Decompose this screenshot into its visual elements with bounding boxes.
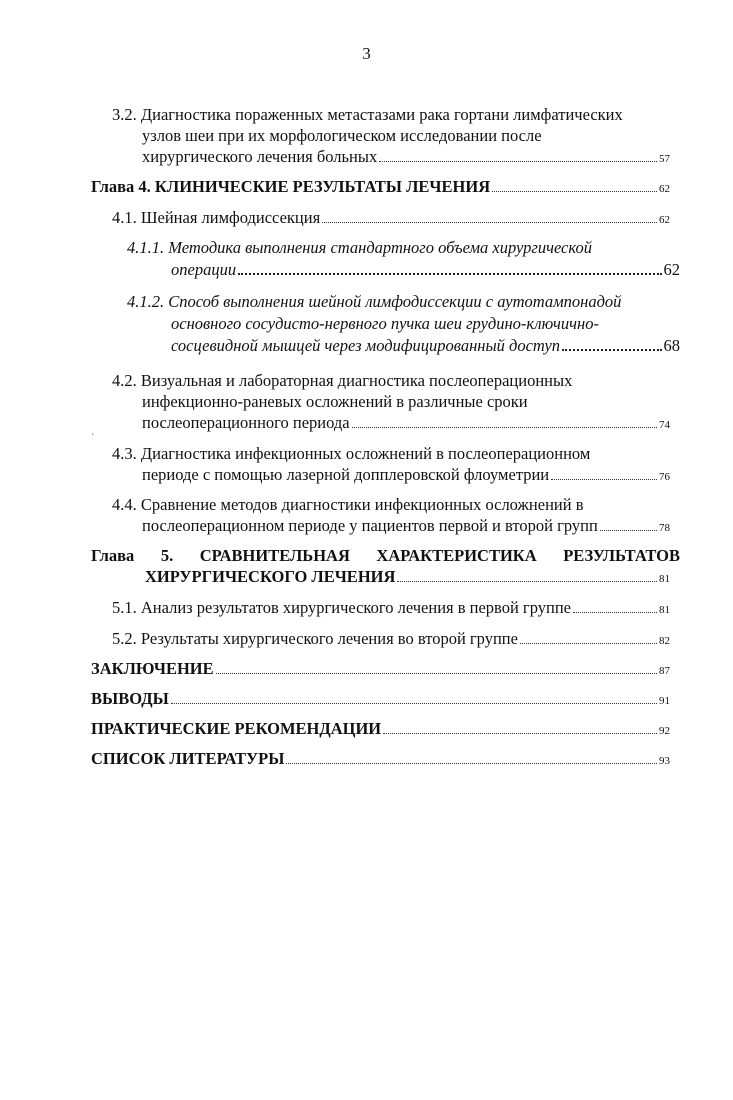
toc-chapter-5-word: СРАВНИТЕЛЬНАЯ bbox=[199, 546, 350, 565]
toc-chapter-5-word: 5. bbox=[160, 546, 174, 565]
dot-leader bbox=[551, 479, 657, 480]
toc-entry-4-2 bbox=[112, 370, 670, 436]
toc-entry-4-1-2-line3: сосцевидной мышцей через модифицированный доступ bbox=[171, 336, 561, 355]
dot-leader bbox=[600, 530, 657, 531]
toc-entry-4-4-line2: послеоперационном периоде у пациентов первой и второй групп bbox=[142, 516, 598, 535]
dot-leader bbox=[562, 349, 661, 351]
dot-leader bbox=[492, 191, 657, 192]
dot-leader bbox=[171, 703, 657, 704]
toc-entry-4-1-1 bbox=[127, 237, 680, 281]
toc-entry-4-1-2 bbox=[127, 291, 680, 357]
dot-leader bbox=[379, 161, 657, 162]
toc-chapter-5-page: 81 bbox=[659, 573, 670, 585]
toc-chapter-4-title: Глава 4. КЛИНИЧЕСКИЕ РЕЗУЛЬТАТЫ ЛЕЧЕНИЯ bbox=[91, 177, 491, 196]
dot-leader bbox=[216, 673, 657, 674]
toc-entry-5-2-page: 82 bbox=[659, 635, 670, 647]
toc-entry-4-4 bbox=[112, 494, 670, 539]
toc-entry-5-1-page: 81 bbox=[659, 604, 670, 616]
toc-entry-4-2-line3: послеоперационного периода bbox=[142, 413, 350, 432]
toc-entry-3-2-line3: хирургического лечения больных bbox=[142, 147, 378, 166]
toc-entry-4-1-1-line1: 4.1.1. Методика выполнения стандартного объема хирургической bbox=[127, 238, 592, 257]
toc-entry-4-3-page: 76 bbox=[659, 471, 670, 483]
toc-references-title: СПИСОК ЛИТЕРАТУРЫ bbox=[91, 749, 285, 768]
toc-chapter-4 bbox=[91, 176, 670, 200]
toc-chapter-5-line1 bbox=[91, 545, 680, 566]
toc-entry-5-1 bbox=[112, 597, 670, 621]
toc-entry-4-1-1-page: 62 bbox=[663, 260, 680, 279]
toc-conclusion-page: 87 bbox=[659, 665, 670, 677]
toc-entry-3-2 bbox=[112, 104, 670, 170]
toc-entry-5-2 bbox=[112, 628, 670, 652]
toc-chapter-4-page: 62 bbox=[659, 183, 670, 195]
toc-recommendations-title: ПРАКТИЧЕСКИЕ РЕКОМЕНДАЦИИ bbox=[91, 719, 382, 738]
toc-entry-4-1-2-page: 68 bbox=[663, 336, 680, 355]
toc-chapter-5-line2: ХИРУРГИЧЕСКОГО ЛЕЧЕНИЯ bbox=[145, 567, 396, 586]
toc-entry-4-3-line1: 4.3. Диагностика инфекционных осложнений в послеоперационном bbox=[112, 444, 591, 463]
toc-entry-4-4-page: 78 bbox=[659, 522, 670, 534]
toc-entry-4-1-2-line2: основного сосудисто-нервного пучка шеи грудино-ключично- bbox=[171, 314, 599, 333]
toc-chapter-5 bbox=[91, 545, 680, 590]
toc-entry-4-2-line1: 4.2. Визуальная и лабораторная диагностика послеоперационных bbox=[112, 371, 573, 390]
toc-entry-4-1-1-line2: операции bbox=[171, 260, 237, 279]
toc-entry-4-4-line1: 4.4. Сравнение методов диагностики инфекционных осложнений в bbox=[112, 495, 584, 514]
toc-findings-page: 91 bbox=[659, 695, 670, 707]
toc-findings-title: ВЫВОДЫ bbox=[91, 689, 169, 708]
toc-references-page: 93 bbox=[659, 755, 670, 767]
dot-leader bbox=[352, 427, 657, 428]
dot-leader bbox=[573, 612, 657, 613]
dot-leader bbox=[520, 643, 657, 644]
scan-artifact-mark: ' bbox=[92, 432, 94, 443]
toc-chapter-5-word: Глава bbox=[91, 546, 135, 565]
toc-references bbox=[91, 748, 670, 772]
toc-entry-3-2-page: 57 bbox=[659, 153, 670, 165]
toc-entry-3-2-line2: узлов шеи при их морфологическом исследовании после bbox=[142, 126, 542, 145]
dot-leader bbox=[238, 273, 661, 275]
toc-recommendations bbox=[91, 718, 670, 742]
dot-leader bbox=[383, 733, 657, 734]
toc-entry-4-3-line2: периоде с помощью лазерной допплеровской флоуметрии bbox=[142, 465, 550, 484]
toc-chapter-5-word: РЕЗУЛЬТАТОВ bbox=[563, 546, 680, 565]
toc-chapter-5-word: ХАРАКТЕРИСТИКА bbox=[376, 546, 537, 565]
toc-entry-4-1-title: 4.1. Шейная лимфодиссекция bbox=[112, 208, 321, 227]
toc-entry-5-2-title: 5.2. Результаты хирургического лечения во второй группе bbox=[112, 629, 518, 648]
toc-entry-4-1 bbox=[112, 207, 670, 231]
toc-entry-3-2-line1: 3.2. Диагностика пораженных метастазами рака гортани лимфатических bbox=[112, 105, 623, 124]
toc-conclusion-title: ЗАКЛЮЧЕНИЕ bbox=[91, 659, 214, 678]
toc-recommendations-page: 92 bbox=[659, 725, 670, 737]
toc-conclusion bbox=[91, 658, 670, 682]
page-number: 3 bbox=[362, 44, 371, 63]
toc-entry-4-2-page: 74 bbox=[659, 419, 670, 431]
toc-findings bbox=[91, 688, 670, 712]
toc-entry-4-1-2-line1: 4.1.2. Способ выполнения шейной лимфодиссекции с аутотампонадой bbox=[127, 292, 622, 311]
dot-leader bbox=[322, 222, 657, 223]
toc-entry-4-1-page: 62 bbox=[659, 214, 670, 226]
toc-entry-5-1-title: 5.1. Анализ результатов хирургического лечения в первой группе bbox=[112, 598, 571, 617]
dot-leader bbox=[397, 581, 657, 582]
dot-leader bbox=[286, 763, 657, 764]
toc-entry-4-3 bbox=[112, 443, 670, 488]
toc-entry-4-2-line2: инфекционно-раневых осложнений в различные сроки bbox=[142, 392, 528, 411]
